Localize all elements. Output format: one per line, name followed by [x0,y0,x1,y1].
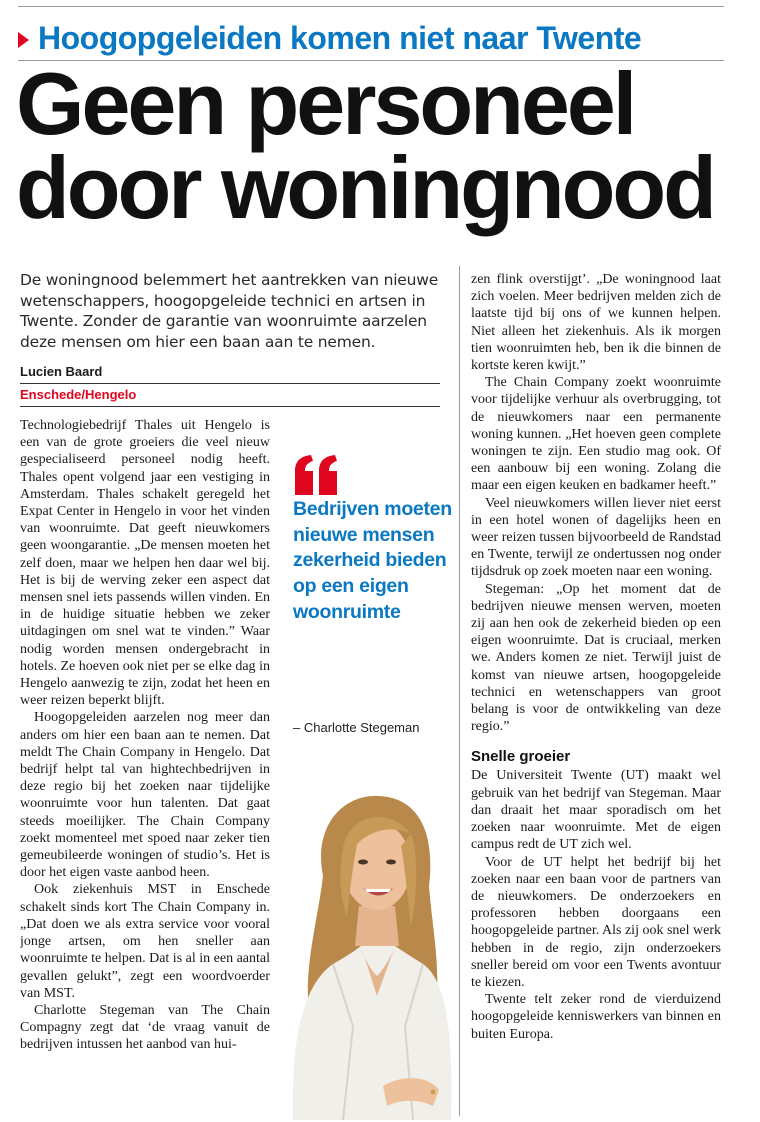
article-column-3 [471,271,721,1121]
column1-paragraph-1: Technologiebedrijf Thales uit Hengelo is een van de grote groeiers die veel nieuw gespecialiseerd personeel nodig heeft. Thales opent volgend jaar een vestiging in Amsterdam. Thales schakelt geregeld het Expat Center in Hengelo in voor het vinden van woonruimte. Dat geeft nieuwkomers geen woongarantie. „De mensen moeten het zelf doen, maar we helpen hen daar wel bij. Het is bij de werving zeker een aspect dat mensen snel iets passends willen vinden. En in de huidige situatie hebben we zeker uitdagingen om snel wat te vinden.” Waar nodig worden mensen ondergebracht in hotels. Ze hoeven ook niet per se elke dag in Hengelo aanwezig te zijn, zodat het heen en weer reizen beperkt blijft. [20,418,270,709]
byline-rule [20,383,440,384]
column3-paragraph-5: De Universiteit Twente (UT) maakt wel gebruik van het bedrijf van Stegeman. Maar dan draait het maar sporadisch om het zoeken naar woonruimte. Met de eigen campus redt de UT zich wel. [471,768,721,853]
subhead-spacer [471,735,721,747]
dateline-rule [20,406,440,407]
headline-line-2: door woningnood [16,138,714,237]
author-name: Lucien Baard [20,364,103,379]
kicker-bar [18,18,738,58]
top-rule [18,6,724,7]
headline-line-1: Geen personeel [16,54,635,153]
column3-paragraph-2: The Chain Company zoekt woonruimte voor tijdelijke verhuur als overbrugging, tot de nieuwkomers naar een permanente woning kunnen. „Het hoeven geen complete woningen te zijn. Een studio mag ook. Of een aanbouw bij een woning. Zolang die maar een eigen keuken en badkamer heeft.” [471,375,721,494]
column3-paragraph-4: Stegeman: „Op het moment dat de bedrijven nieuwe mensen werven, moeten zij aan hen ook de zekerheid bieden op een eigen woonruimte. Dat is cruciaal, merken we. Anders komen ze niet. Terwijl juist de komst van nieuwe artsen, hoogopgeleide technici en wetenschappers van groot belang is voor de ontwikkeling van deze regio.” [471,581,721,735]
column1-paragraph-4: Charlotte Stegeman van The Chain Compagny zegt dat ‘de vraag vanuit de bedrijven intussen het aanbod van hui- [20,1002,270,1053]
kicker-title: Hoogopgeleiden komen niet naar Twente [38,20,642,56]
column3-paragraph-1: zen flink overstijgt’. „De woningnood laat zich voelen. Meer bedrijven melden zich de laatste tijd bij ons of we kunnen helpen. Niet alleen het ziekenhuis. Als ik morgen tien woonruimten heb, ben ik die binnen de kortste keren kwijt.” [471,272,721,374]
column1-paragraph-3: Ook ziekenhuis MST in Enschede schakelt sinds kort The Chain Company in. „Dat doen we als extra service voor vooral jonge artsen, om hen sneller aan woonruimte te helpen. Dat is al in een aantal gevallen gelukt”, zegt een woordvoerder van MST. [20,882,270,1001]
column3-paragraph-6: Voor de UT helpt het bedrijf bij het zoeken naar een baan voor de partners van de nieuwkomers. De onderzoekers en professoren hebben doorgaans een hoogopgeleide partner. Als zij ook snel werk hebben in de regio, zijn onderzoekers sneller bereid om voor een Twents avontuur te kiezen. [471,854,721,990]
column-divider [459,266,460,1116]
article-column-1 [20,417,270,1117]
headline [16,54,736,237]
red-arrow-marker-icon [18,32,29,48]
intro-paragraph: De woningnood belemmert het aantrekken van nieuwe wetenschappers, hoogopgeleide technici en artsen in Twente. Zonder de garantie van woonruimte aarzelen deze mensen om hier een baan aan te nemen. [20,271,439,351]
dateline: Enschede/Hengelo [20,387,137,402]
pull-quote-attribution: – Charlotte Stegeman [293,720,420,735]
column1-paragraph-2: Hoogopgeleiden aarzelen nog meer dan anders om hier een baan aan te nemen. Dat meldt The Chain Company in Hengelo. Dat bedrijf helpt tal van hightechbedrijven in deze regio bij het zoeken naar tijdelijke woonruimte voor hun talenten. Dat gaat steeds moeilijker. The Chain Company zoekt momenteel met spoed naar zeker tien gemeubileerde woningen of studio’s. Het is door het eigen vaste aanbod heen. [20,710,270,881]
subhead-snelle-groeier: Snelle groeier [471,748,571,766]
column3-paragraph-7: Twente telt zeker rond de vierduizend hoogopgeleide kenniswerkers van binnen en buiten Europa. [471,992,721,1042]
red-quotation-mark-icon [293,455,341,495]
column3-paragraph-3: Veel nieuwkomers willen liever niet eerst in een hotel wonen of dagelijks heen en weer reizen tussen bijvoorbeeld de Randstad en Twente, terwijl ze ondertussen nog onder tijdsdruk op zoek moeten naar een woning. [471,495,721,580]
portrait-photo [283,786,455,1120]
pull-quote: Bedrijven moeten nieuwe mensen zekerheid bieden op een eigen woonruimte [293,498,452,623]
